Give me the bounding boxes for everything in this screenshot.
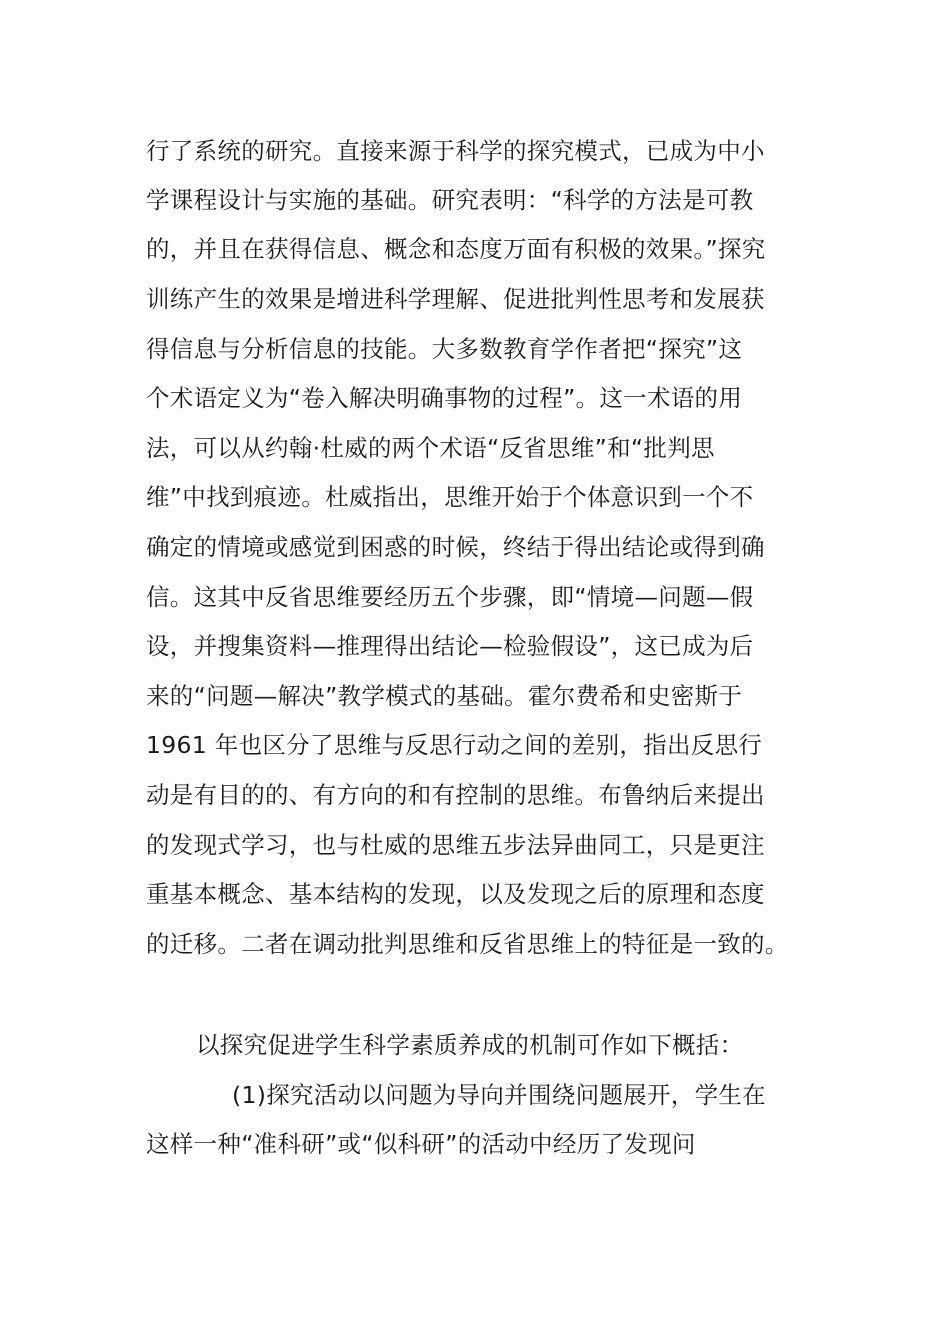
text-line: 学课程设计与实施的基础。研究表明：“科学的方法是可教	[146, 186, 754, 214]
text-line: 设，并搜集资料—推理得出结论—检验假设”，这已成为后	[146, 632, 754, 660]
text-line: 得信息与分析信息的技能。大多数教育学作者把“探究”这	[146, 335, 743, 363]
text-line: 这样一种“准科研”或“似科研”的活动中经历了发现问	[146, 1130, 696, 1158]
text-line: 行了系统的研究。直接来源于科学的探究模式，已成为中小	[146, 137, 765, 165]
text-line: 动是有目的的、有方向的和有控制的思维。布鲁纳后来提出	[146, 781, 765, 809]
text-line: 重基本概念、基本结构的发现，以及发现之后的原理和态度	[146, 880, 765, 908]
text-line: 来的“问题—解决”教学模式的基础。霍尔费希和史密斯于	[146, 682, 743, 710]
text-line: 训练产生的效果是增进科学理解、促进批判性思考和发展获	[146, 285, 765, 313]
text-line: 维”中找到痕迹。杜威指出，思维开始于个体意识到一个不	[146, 483, 754, 511]
text-line: 1961 年也区分了思维与反思行动之间的差别，指出反思行	[146, 731, 763, 759]
text-line: 法，可以从约翰·杜威的两个术语“反省思维”和“批判思	[146, 434, 715, 462]
text-line: 个术语定义为“卷入解决明确事物的过程”。这一术语的用	[146, 384, 743, 412]
text-line: 的迁移。二者在调动批判思维和反省思维上的特征是一致的。	[146, 930, 789, 958]
text-line: (1)探究活动以问题为导向并围绕问题展开，学生在	[232, 1081, 766, 1109]
text-line: 信。这其中反省思维要经历五个步骤，即“情境—问题—假	[146, 583, 754, 611]
text-line: 的，并且在获得信息、概念和态度万面有积极的效果。”探究	[146, 235, 766, 263]
text-line: 的发现式学习，也与杜威的思维五步法异曲同工，只是更注	[146, 831, 765, 859]
text-line: 以探究促进学生科学素质养成的机制可作如下概括：	[196, 1031, 744, 1059]
text-line: 确定的情境或感觉到困惑的时候，终结于得出结论或得到确	[146, 533, 765, 561]
